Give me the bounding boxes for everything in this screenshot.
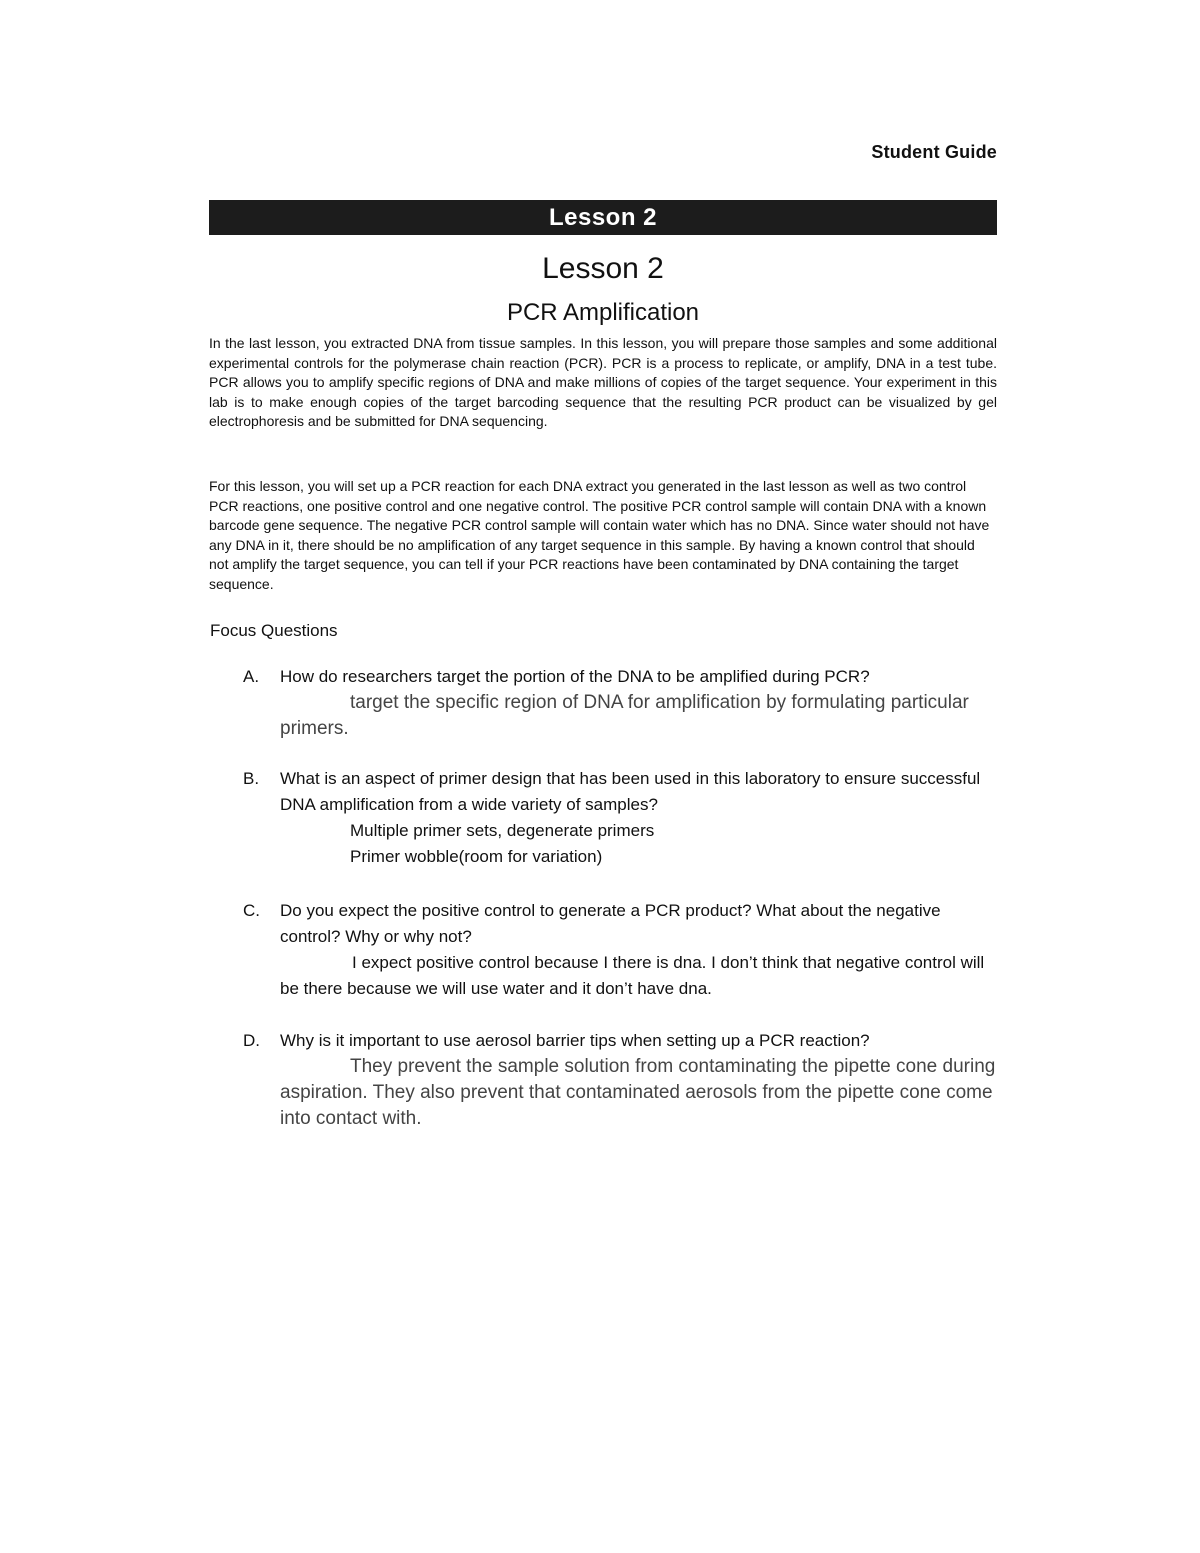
answer-text: I expect positive control because I there is dna. I don’t think that negative control will be there because we will use water and it don’t have dna. [280,953,985,998]
question-text: Why is it important to use aerosol barrier tips when setting up a PCR reaction? [280,1031,870,1050]
controls-paragraph: For this lesson, you will set up a PCR reaction for each DNA extract you generated in the last lesson as well as two control PCR reactions, one positive control and one negative control. The positive PCR control sample will contain DNA with a known barcode gene sequence. The negative PCR control sample will contain water which has no DNA. Since water should not have any DNA in it, there should be no amplification of any target sequence in this sample. By having a known control that should not amplify the target sequence, you can tell if your PCR reactions have been contaminated by DNA containing the target sequence. [209,478,990,592]
answer-text: They prevent the sample solution from contaminating the pipette cone during aspiration. They also prevent that contaminated aerosols from the pipette cone come into contact with. [280,1056,996,1129]
question-text: What is an aspect of primer design that has been used in this laboratory to ensure successful DNA amplification from a wide variety of samples? [280,769,981,814]
question-text: Do you expect the positive control to generate a PCR product? What about the negative control? Why or why not? [280,901,941,946]
intro-paragraph: In the last lesson, you extracted DNA from tissue samples. In this lesson, you will prepare those samples and some additional experimental controls for the polymerase chain reaction (PCR). PCR is a process to replicate, or amplify, DNA in a test tube. PCR allows you to amplify specific regions of DNA and make millions of copies of the target sequence. Your experiment in this lab is to make enough copies of the target barcoding sequence that the resulting PCR product can be visualized by gel electrophoresis and be submitted for DNA sequencing. [209,335,997,430]
answer-text: Primer wobble(room for variation) [350,847,603,866]
question-letter: A. [243,667,260,686]
question-b [243,766,999,870]
lesson-subtitle: PCR Amplification [506,299,700,326]
question-letter: D. [243,1031,260,1050]
question-d [243,1028,999,1132]
question-letter: B. [243,769,260,788]
focus-questions-heading: Focus Questions [210,621,338,640]
question-a [243,664,999,742]
question-letter: C. [243,901,260,920]
answer-text: target the specific region of DNA for amplification by formulating particular primers. [280,692,969,739]
lesson-title: Lesson 2 [542,252,664,285]
question-text: How do researchers target the portion of the DNA to be amplified during PCR? [280,667,870,686]
question-c [243,898,999,1002]
document-page [209,0,997,1553]
answer-text: Multiple primer sets, degenerate primers [350,821,655,840]
lesson-banner: Lesson 2 [209,200,997,235]
document-label: Student Guide [871,142,997,162]
